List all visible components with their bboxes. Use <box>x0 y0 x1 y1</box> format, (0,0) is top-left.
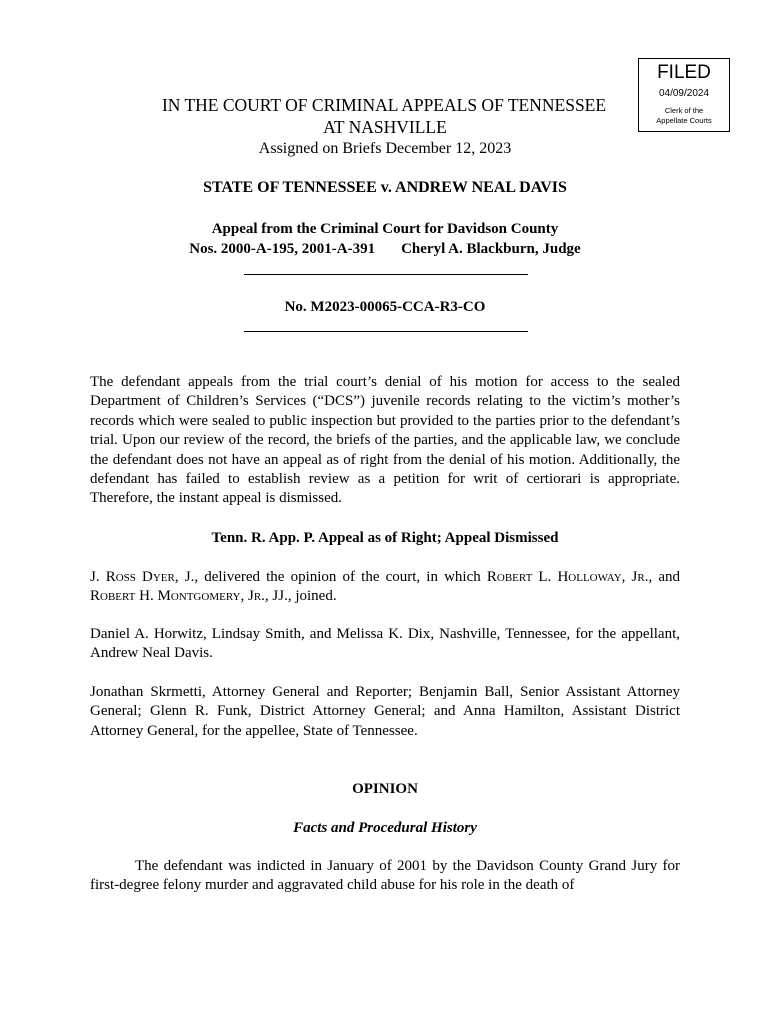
court-location: AT NASHVILLE <box>323 117 447 137</box>
panel-text: , J., delivered the opinion of the court, in which <box>174 569 487 585</box>
panel-text: , and <box>648 569 680 585</box>
filed-stamp-title: FILED <box>657 62 711 83</box>
filed-stamp-date: 04/09/2024 <box>658 88 710 99</box>
case-caption: STATE OF TENNESSEE v. ANDREW NEAL DAVIS <box>203 179 567 196</box>
opinion-heading: OPINION <box>352 781 418 797</box>
panel-text: , joined. <box>287 588 337 605</box>
panel-statement <box>90 568 680 607</box>
case-summary: The defendant appeals from the trial court’s denial of his motion for access to the sealed Department of Children’s Services (“DCS”) juvenile records relating to the victim’s mother’s records which were sealed to public inspection but provided to the parties prior to the defendant’s trial. Upon our review of the record, the briefs of the parties, and the applicable law, we conclude the defendant does not have an appeal as of right from the denial of his motion. Additionally, the defendant has failed to establish review as a petition for writ of certiorari is appropriate. Therefore, the instant appeal is dismissed. <box>90 374 680 507</box>
divider-line <box>244 274 528 275</box>
body-paragraph: The defendant was indicted in January of 2001 by the Davidson County Grand Jury for first-degree felony murder and aggravated child abuse for his role in the death of <box>90 858 680 894</box>
docket-number: No. M2023-00065-CCA-R3-CO <box>284 299 486 315</box>
court-name: IN THE COURT OF CRIMINAL APPEALS OF TENNESSEE <box>161 95 607 115</box>
filed-stamp-clerk-line: Clerk of the <box>664 106 704 115</box>
section-heading: Facts and Procedural History <box>293 820 477 836</box>
joining-judge: Robert L. Holloway, Jr. <box>486 569 649 585</box>
trial-numbers: Nos. 2000-A-195, 2001-A-391 <box>189 241 376 257</box>
authoring-judge: J. Ross Dyer <box>90 569 175 585</box>
counsel-appellant: Daniel A. Horwitz, Lindsay Smith, and Melissa K. Dix, Nashville, Tennessee, for the appellant, Andrew Neal Davis. <box>90 626 680 662</box>
joining-judge: Robert H. Montgomery, Jr., JJ. <box>90 588 288 605</box>
counsel-appellee: Jonathan Skrmetti, Attorney General and Reporter; Benjamin Ball, Senior Assistant Attorney General; Glenn R. Funk, District Attorney General; and Anna Hamilton, Assistant District Attorney General, for the appellee, State of Tennessee. <box>90 684 680 739</box>
assigned-date: Assigned on Briefs December 12, 2023 <box>258 140 512 157</box>
holding-line: Tenn. R. App. P. Appeal as of Right; Appeal Dismissed <box>211 530 559 546</box>
trial-judge: Cheryl A. Blackburn, Judge <box>401 241 581 257</box>
trial-case-numbers <box>90 239 680 259</box>
filed-stamp-courts-line: Appellate Courts <box>656 116 712 125</box>
divider-line <box>244 331 528 332</box>
appeal-origin: Appeal from the Criminal Court for Davidson County <box>211 221 559 237</box>
